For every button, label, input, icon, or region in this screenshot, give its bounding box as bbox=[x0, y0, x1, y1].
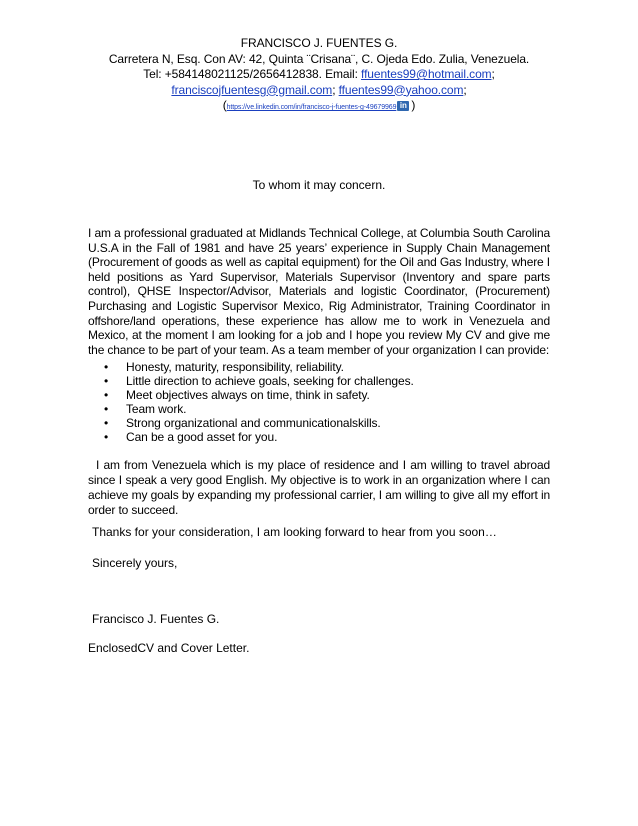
list-item bbox=[104, 374, 544, 388]
paren-open: ( bbox=[222, 98, 227, 112]
list-item-text: Little direction to achieve goals, seeking for challenges. bbox=[126, 374, 414, 389]
list-item-text: Strong organizational and communicationalskills. bbox=[126, 416, 381, 431]
list-item-text: Meet objectives always on time, think in safety. bbox=[126, 388, 370, 403]
bullet-icon: • bbox=[104, 388, 109, 403]
thanks-line: Thanks for your consideration, I am looking forward to hear from you soon… bbox=[92, 525, 497, 539]
list-item bbox=[104, 388, 544, 402]
separator: ; bbox=[463, 82, 467, 97]
phone-text: Tel: +584148021125/2656412838. Email: bbox=[143, 67, 362, 81]
list-item bbox=[104, 416, 544, 430]
bullet-icon: • bbox=[104, 402, 109, 417]
linkedin-icon[interactable]: in bbox=[397, 101, 409, 111]
qualities-list bbox=[104, 360, 544, 445]
linkedin-link[interactable]: https://ve.linkedin.com/in/francisco-j-fuentes-g-49679969 bbox=[226, 104, 397, 111]
paren-close: ) bbox=[411, 98, 416, 112]
second-paragraph-text: I am from Venezuela which is my place of residence and I am willing to travel abroad since I speak a very good English. My objective is to work in an organization where I can achieve my goals by expanding my professional carrier, I am willing to give all my effort in order to succeed. bbox=[88, 458, 550, 517]
bullet-icon: • bbox=[104, 430, 109, 445]
list-item-text: Honesty, maturity, responsibility, reliability. bbox=[126, 360, 344, 374]
intro-paragraph: I am a professional graduated at Midlands Technical College, at Columbia South Carolina U.S.A in the Fall of 1981 and have 25 years’ experience in Supply Chain Management (Procurement of goods as well as capital equipment) for the Oil and Gas Industry, where I held positions as Yard Supervisor, Materials Supervisor (Inventory and spare parts control), QHSE Inspector/Advisor, Materials and logistic Coordinator, (Procurement) Purchasing and Logistic Supervisor Mexico, Rig Administrator, Training Coordinator in offshore/land operations, these experience has allow me to work in Venezuela and Mexico, at the moment I am looking for a job and I hope you review My CV and give me the chance to be part of your team. As a team member of your organization I can provide: bbox=[88, 226, 550, 357]
signature-name: Francisco J. Fuentes G. bbox=[92, 612, 220, 626]
email-line bbox=[60, 83, 578, 99]
email-gmail-link[interactable]: franciscojfuentesg@gmail.com bbox=[171, 82, 333, 97]
salutation: To whom it may concern. bbox=[252, 178, 386, 192]
bullet-icon: • bbox=[104, 360, 109, 374]
sender-address: Carretera N, Esq. Con AV: 42, Quinta ¨Crisana¨, C. Ojeda Edo. Zulia, Venezuela. bbox=[108, 51, 530, 66]
second-paragraph bbox=[88, 458, 550, 518]
contact-line bbox=[60, 67, 578, 83]
enclosure-note: EnclosedCV and Cover Letter. bbox=[88, 641, 250, 655]
list-item bbox=[104, 430, 544, 444]
email-yahoo-link[interactable]: ffuentes99@yahoo.com bbox=[338, 82, 464, 97]
bullet-icon: • bbox=[104, 416, 109, 431]
separator: ; bbox=[491, 67, 495, 81]
linkedin-line bbox=[60, 98, 578, 116]
letterhead bbox=[60, 36, 578, 116]
list-item-text: Can be a good asset for you. bbox=[126, 430, 278, 445]
separator: ; bbox=[332, 82, 339, 97]
sender-name: FRANCISCO J. FUENTES G. bbox=[240, 36, 398, 50]
list-item bbox=[104, 360, 544, 374]
bullet-icon: • bbox=[104, 374, 109, 389]
list-item bbox=[104, 402, 544, 416]
list-item-text: Team work. bbox=[126, 402, 187, 417]
email-hotmail-link[interactable]: ffuentes99@hotmail.com bbox=[361, 67, 492, 81]
closing-line: Sincerely yours, bbox=[92, 556, 178, 570]
